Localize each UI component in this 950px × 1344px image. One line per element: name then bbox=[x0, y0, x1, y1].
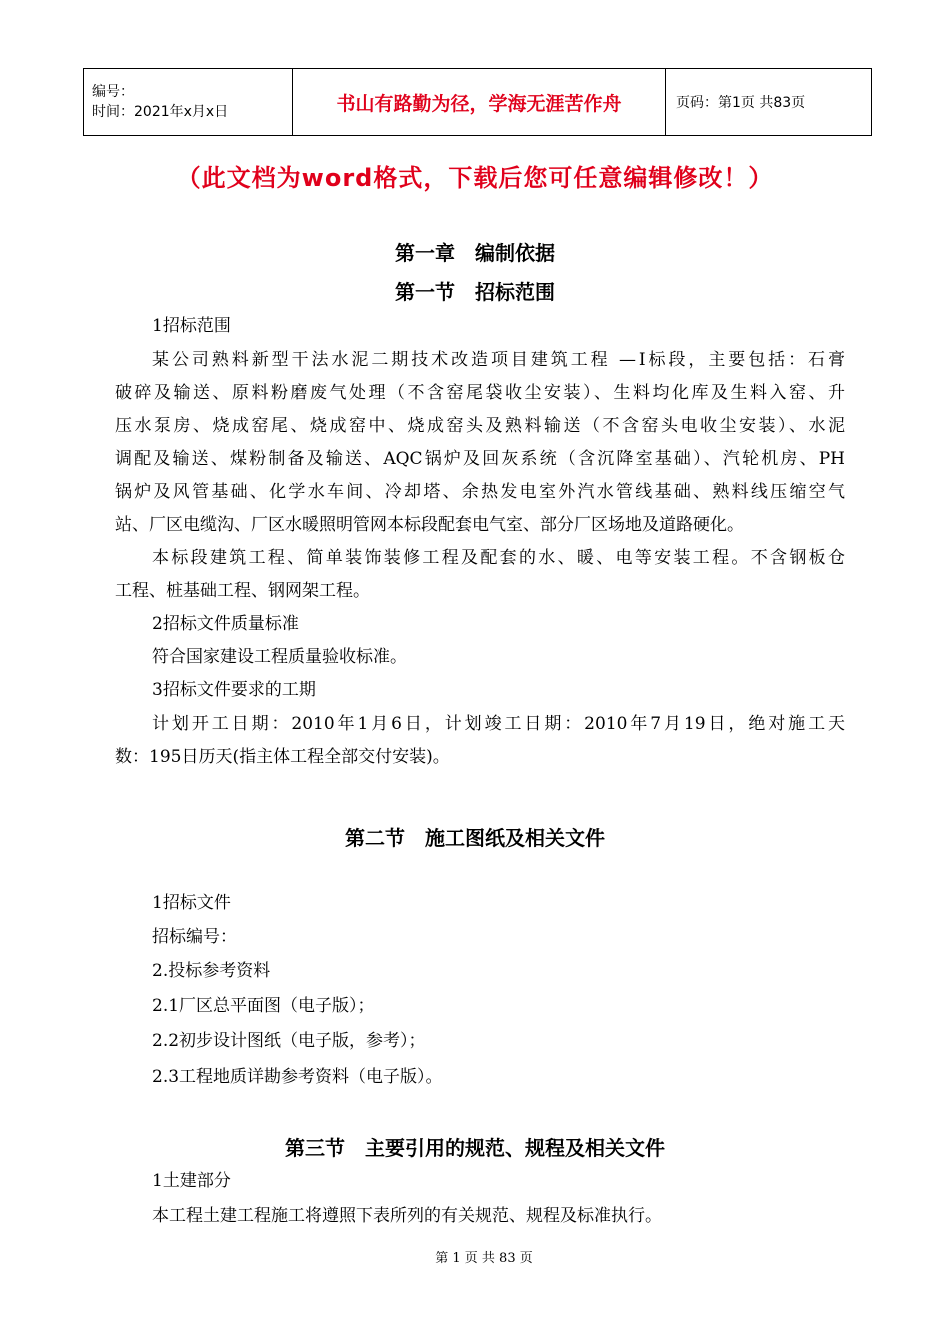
section-1-line: 压水泵房、烧成窑尾、烧成窑中、烧成窑头及熟料输送（不含窑头电收尘安装）、水泥 bbox=[115, 416, 845, 436]
section-1-line: 3招标文件要求的工期 bbox=[152, 680, 316, 700]
document-time: 时间：2021年x月x日 bbox=[92, 104, 229, 120]
section-3-line: 本工程土建工程施工将遵照下表所列的有关规范、规程及标准执行。 bbox=[152, 1206, 662, 1226]
section-1-line: 工程、桩基础工程、钢网架工程。 bbox=[115, 581, 370, 601]
section-2-line: 招标编号： bbox=[152, 927, 237, 947]
section-1-line: 本标段建筑工程、简单装饰装修工程及配套的水、暖、电等安装工程。不含钢板仓 bbox=[152, 548, 845, 568]
section-1-line: 2招标文件质量标准 bbox=[152, 614, 299, 634]
section-2-line: 1招标文件 bbox=[152, 893, 231, 913]
header-meta bbox=[84, 69, 293, 136]
header-motto: 书山有路勤为径，学海无涯苦作舟 bbox=[293, 69, 666, 136]
section-1-line: 数：195日历天(指主体工程全部交付安装)。 bbox=[115, 747, 450, 767]
section-2-line: 2.投标参考资料 bbox=[152, 961, 271, 981]
section-1-line: 1招标范围 bbox=[152, 316, 231, 336]
section-2-line: 2.1厂区总平面图（电子版）； bbox=[152, 996, 375, 1016]
header-page-info: 页码：第1页 共83页 bbox=[666, 69, 872, 136]
section-2-line: 2.2初步设计图纸（电子版，参考）； bbox=[152, 1031, 426, 1051]
editable-notice: （此文档为word格式，下载后您可任意编辑修改！） bbox=[176, 164, 774, 192]
section-1-line: 调配及输送、煤粉制备及输送、AQC锅炉及回灰系统（含沉降室基础）、汽轮机房、PH bbox=[115, 449, 845, 469]
section-3-line: 1土建部分 bbox=[152, 1171, 231, 1191]
section-1-line: 某公司熟料新型干法水泥二期技术改造项目建筑工程 —Ⅰ标段，主要包括：石膏 bbox=[152, 350, 845, 370]
section-2-line: 2.3工程地质详勘参考资料（电子版）。 bbox=[152, 1067, 443, 1087]
section-2-title: 第二节 施工图纸及相关文件 bbox=[345, 826, 605, 850]
page-footer: 第 1 页 共 83 页 bbox=[435, 1251, 533, 1266]
chapter-title: 第一章 编制依据 bbox=[395, 241, 555, 265]
section-1-line: 站、厂区电缆沟、厂区水暖照明管网本标段配套电气室、部分厂区场地及道路硬化。 bbox=[115, 515, 744, 535]
document-number-label: 编号： bbox=[92, 84, 134, 100]
section-1-line: 破碎及输送、原料粉磨废气处理（不含窑尾袋收尘安装）、生料均化库及生料入窑、升 bbox=[115, 383, 845, 403]
section-1-line: 计划开工日期：2010年1月6日，计划竣工日期：2010年7月19日，绝对施工天 bbox=[152, 714, 845, 734]
section-1-line: 锅炉及风管基础、化学水车间、冷却塔、余热发电室外汽水管线基础、熟料线压缩空气 bbox=[115, 482, 845, 502]
section-1-line: 符合国家建设工程质量验收标准。 bbox=[152, 647, 407, 667]
section-3-title: 第三节 主要引用的规范、规程及相关文件 bbox=[285, 1136, 665, 1160]
document-header bbox=[83, 68, 872, 136]
section-1-title: 第一节 招标范围 bbox=[395, 280, 555, 304]
